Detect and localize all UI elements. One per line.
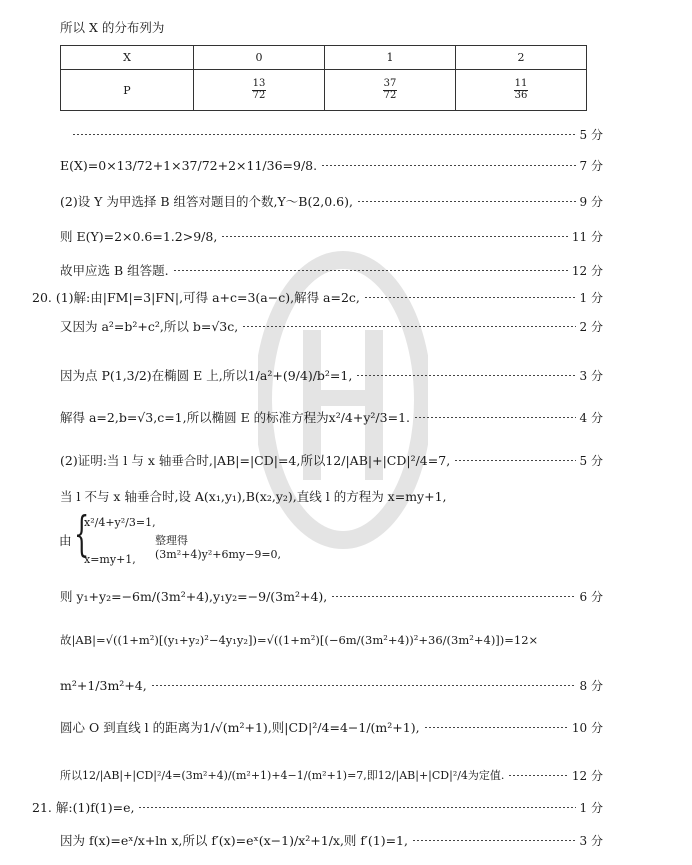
- score-line: [60, 367, 603, 383]
- table-cell: P: [61, 70, 194, 111]
- distribution-heading: 所以 X 的分布列为: [60, 20, 165, 35]
- line-text: 因为点 P(1,3/2)在椭圆 E 上,所以1/a²+(9/4)/b²=1,: [60, 368, 353, 383]
- score-line: [60, 832, 603, 848]
- score-label: 5 分: [579, 453, 603, 468]
- score-label: 5 分: [579, 127, 603, 142]
- score-line: [60, 193, 603, 209]
- line-text: 20. (1)解:由|FM|=3|FN|,可得 a+c=3(a−c),解得 a=2c,: [32, 290, 360, 305]
- line-text: 故甲应选 B 组答题.: [60, 263, 169, 278]
- table-cell: $\frac{13}{72}$: [194, 70, 325, 111]
- score-line: [60, 452, 603, 468]
- score-label: 3 分: [579, 368, 603, 383]
- table-cell: $\frac{11}{36}$: [456, 70, 587, 111]
- line-text: E(X)=0×13/72+1×37/72+2×11/36=9/8.: [60, 157, 318, 173]
- score-line: [32, 799, 603, 815]
- system-equation-2: x=my+1,: [84, 553, 136, 566]
- plain-line: 当 l 不与 x 轴垂合时,设 A(x₁,y₁),B(x₂,y₂),直线 l 的方程为 x=my+1,: [60, 489, 447, 504]
- score-label: 3 分: [579, 833, 603, 848]
- system-equation-1: x²/4+y²/3=1,: [84, 516, 156, 529]
- score-label: 11 分: [571, 229, 603, 244]
- score-label: 2 分: [579, 319, 603, 334]
- distribution-table: [60, 45, 587, 111]
- system-prefix: 由: [59, 533, 72, 548]
- score-line: [60, 767, 603, 783]
- table-cell: $\frac{37}{72}$: [325, 70, 456, 111]
- score-label: 9 分: [579, 194, 603, 209]
- table-cell: 1: [325, 46, 456, 70]
- line-text: 解得 a=2,b=√3,c=1,所以椭圆 E 的标准方程为x²/4+y²/3=1.: [60, 410, 411, 425]
- score-line: [60, 588, 603, 604]
- line-text: 因为 f(x)=eˣ/x+ln x,所以 f′(x)=eˣ(x−1)/x²+1/x,则 f′(1)=1,: [60, 833, 408, 848]
- score-label: 7 分: [579, 158, 603, 173]
- brace-icon: {: [74, 506, 90, 562]
- plain-line: 故|AB|=√((1+m²)[(y₁+y₂)²−4y₁y₂])=√((1+m²)[(−6m/(3m²+4))²+36/(3m²+4)])=12×: [60, 633, 539, 647]
- score-label: 6 分: [579, 589, 603, 604]
- score-line: [60, 719, 603, 735]
- score-label: 12 分: [571, 263, 603, 278]
- table-row: [61, 70, 587, 111]
- table-cell: 2: [456, 46, 587, 70]
- line-text: (2)证明:当 l 与 x 轴垂合时,|AB|=|CD|=4,所以12/|AB|+|CD|²/4=7,: [60, 453, 451, 468]
- table-row: [61, 46, 587, 70]
- score-label: 1 分: [579, 290, 603, 305]
- score-line: [60, 228, 603, 244]
- score-line: [68, 126, 603, 142]
- score-line: [60, 677, 603, 693]
- score-line: [60, 262, 603, 278]
- equation-system: [59, 506, 282, 568]
- score-label: 1 分: [579, 800, 603, 815]
- score-line: [60, 318, 603, 334]
- line-text: 则 E(Y)=2×0.6=1.2>9/8,: [60, 229, 218, 244]
- score-label: 4 分: [579, 410, 603, 425]
- system-result: 整理得(3m²+4)y²+6my−9=0,: [155, 534, 282, 561]
- line-text: 所以12/|AB|+|CD|²/4=(3m²+4)/(m²+1)+4−1/(m²+1)=7,即12/|AB|+|CD|²/4为定值.: [60, 769, 505, 782]
- score-label: 12 分: [571, 768, 603, 783]
- line-text: 又因为 a²=b²+c²,所以 b=√3c,: [60, 319, 239, 334]
- line-text: 21. 解:(1)f(1)=e,: [32, 800, 135, 815]
- score-line: [32, 289, 603, 305]
- score-line: [60, 157, 603, 173]
- table-cell: X: [61, 46, 194, 70]
- score-label: 10 分: [571, 720, 603, 735]
- line-text: 则 y₁+y₂=−6m/(3m²+4),y₁y₂=−9/(3m²+4),: [60, 589, 328, 604]
- score-line: [60, 409, 603, 425]
- table-cell: 0: [194, 46, 325, 70]
- line-text: 圆心 O 到直线 l 的距离为1/√(m²+1),则|CD|²/4=4−1/(m²+1),: [60, 720, 420, 735]
- line-text: (2)设 Y 为甲选择 B 组答对题目的个数,Y～B(2,0.6),: [60, 194, 353, 209]
- score-label: 8 分: [579, 678, 603, 693]
- line-text: m²+1/3m²+4,: [60, 677, 147, 693]
